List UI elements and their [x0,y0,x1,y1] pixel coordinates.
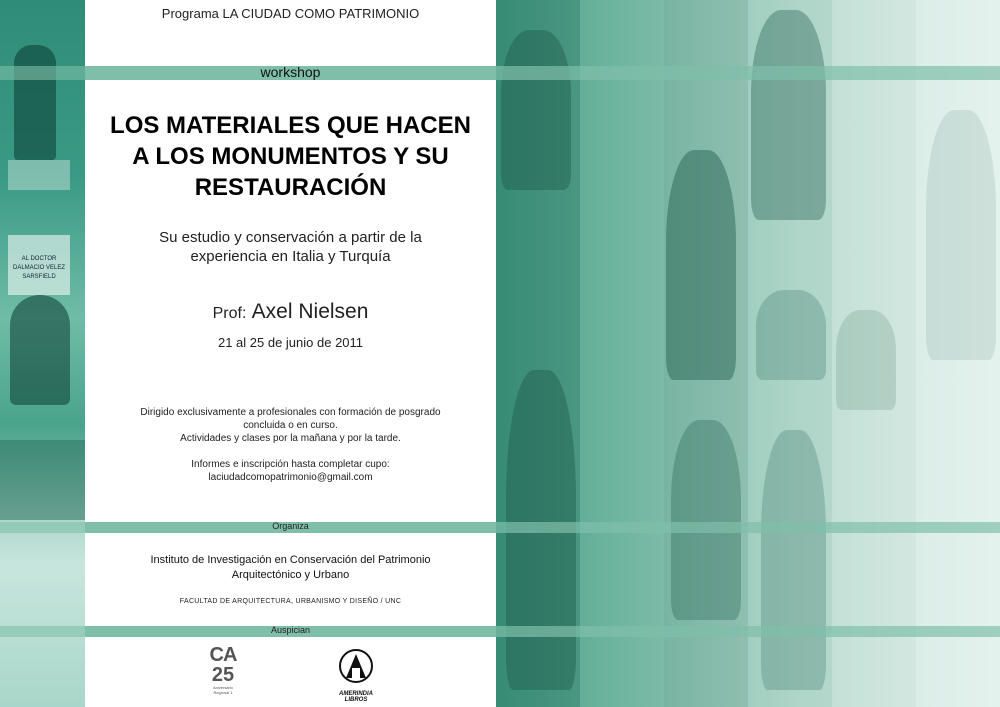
dates: 21 al 25 de junio de 2011 [217,335,364,350]
subtitle [85,228,496,266]
statue-figure [671,420,741,620]
ca-logo-caption: Regional 1 [213,690,233,695]
auspician-label: Auspician [270,625,311,635]
statue-figure-top [14,45,56,160]
contact-email[interactable]: laciudadcomopatrimonio@gmail.com [208,472,373,483]
workshop-band [85,66,496,80]
faculty-line: FACULTAD DE ARQUITECTURA, URBANISMO Y DISEÑO / UNC [179,598,402,605]
organiza-band [85,522,496,533]
plaque-line: DALMACIO VELEZ [12,265,65,271]
subtitle-line: experiencia en Italia y Turquía [190,248,391,265]
statue-figure [926,110,996,360]
main-title [85,110,496,203]
monument-base [0,520,85,707]
institute-line: Instituto de Investigación en Conservación del Patrimonio [150,554,431,566]
band-left-ext [0,626,85,637]
statue-figure [761,430,826,690]
audience-info [85,406,496,445]
prof-prefix: Prof: [212,305,247,322]
band-right-ext [496,626,1000,637]
title-line: LOS MATERIALES QUE HACEN [110,112,471,139]
band-right-ext [496,522,1000,533]
band-left-ext [0,522,85,533]
monuments-photo-collage [496,0,1000,707]
collage-panel [580,0,664,707]
statue-figure-middle [10,295,70,405]
statue-figure [836,310,896,410]
band-left-ext [0,66,85,80]
monument-relief [0,440,85,520]
left-monument-photo [0,0,85,707]
plaque-line: SARSFIELD [22,274,56,280]
statue-figure [501,30,571,190]
amerindia-logo-text: AMERINDIA LIBROS [339,691,373,703]
subtitle-line: Su estudio y conservación a partir de la [159,229,422,246]
monument-cornice [8,160,70,190]
contact-info [85,458,496,484]
info-line: Actividades y clases por la mañana y por la tarde. [180,433,401,444]
monument-plaque [8,235,70,295]
ca-logo-caption: Aniversario [212,685,233,690]
amerindia-emblem-icon [338,648,374,686]
contact-line: Informes e inscripción hasta completar cupo: [191,459,390,470]
info-line: Dirigido exclusivamente a profesionales con formación de posgrado [140,407,441,418]
title-line: A LOS MONUMENTOS Y SU [132,143,449,170]
auspician-band [85,626,496,637]
organizer-institute [85,553,496,583]
statue-figure [751,10,826,220]
band-right-ext [496,66,1000,80]
professor-line [85,300,496,324]
statue-figure [666,150,736,380]
plaque-line: AL DOCTOR [21,256,57,262]
ca-logo-letters: CA [209,644,237,666]
ca-logo-number: 25 [211,664,235,686]
info-line: concluida o en curso. [243,420,338,431]
title-line: RESTAURACIÓN [194,174,387,201]
statue-figure [756,290,826,380]
program-heading: Programa LA CIUDAD COMO PATRIMONIO [161,6,420,21]
workshop-label: workshop [260,64,321,80]
ca25-logo [203,645,243,705]
amerindia-logo [328,648,384,703]
prof-name: Axel Nielsen [251,300,369,323]
organiza-label: Organiza [272,521,309,531]
institute-line: Arquitectónico y Urbano [231,569,350,581]
